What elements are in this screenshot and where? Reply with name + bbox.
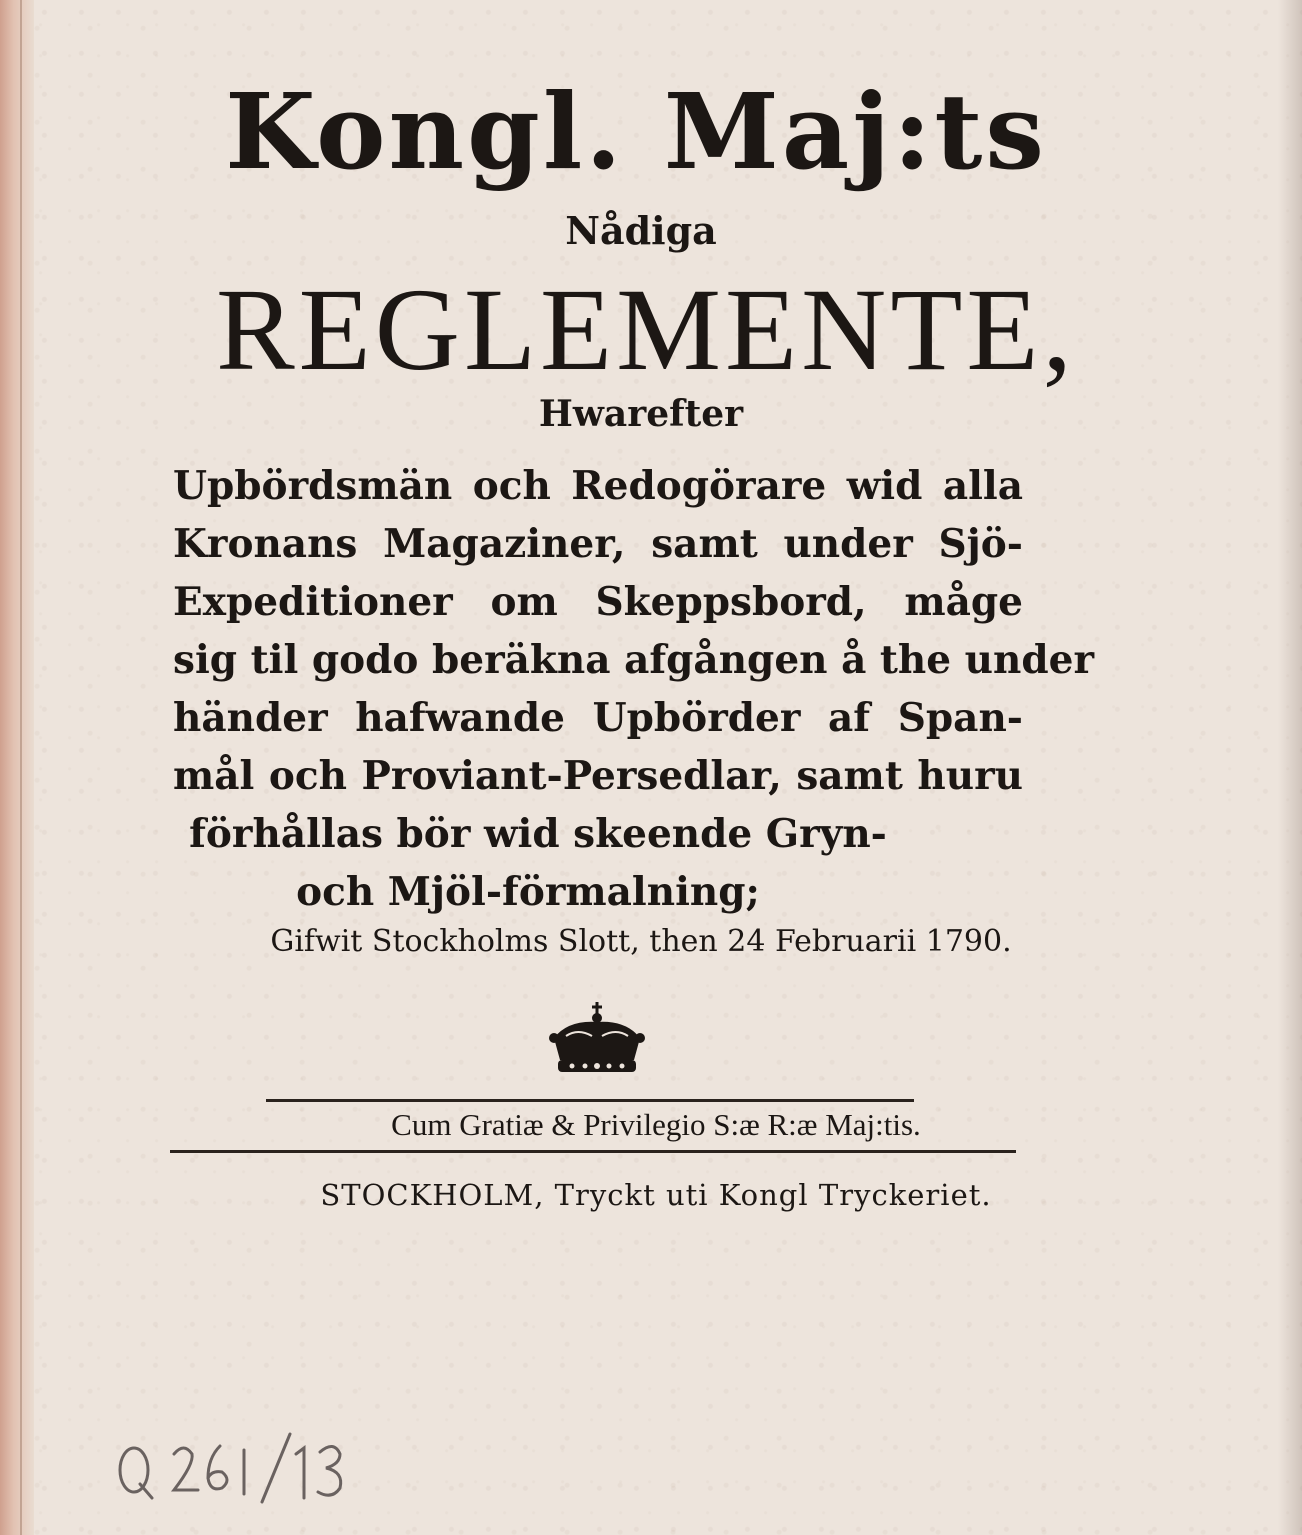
body-line-4: sig til godo beräkna afgången å the under — [173, 637, 1095, 683]
privilege-line: Cum Gratiæ & Privilegio S:æ R:æ Maj:tis. — [391, 1107, 921, 1142]
title-line-4: Hwarefter — [538, 393, 744, 435]
title-line-3: REGLEMENTE, — [215, 264, 1077, 395]
title-line-2: Nådiga — [565, 208, 717, 253]
body-line-6: mål och Proviant-Persedlar, samt huru — [173, 753, 1023, 799]
given-line: Gifwit Stockholms Slott, then 24 Februarii 1790. — [270, 924, 1012, 959]
body-line-7: förhållas bör wid skeende Gryn- — [189, 811, 887, 857]
rule-top — [266, 1099, 914, 1102]
body-line-1: Upbördsmän och Redogörare wid alla — [173, 463, 1023, 509]
crown-icon — [548, 1000, 646, 1078]
body-line-2: Kronans Magaziner, samt under Sjö- — [173, 521, 1023, 567]
handwritten-shelfmark — [112, 1428, 352, 1508]
body-line-3: Expeditioner om Skeppsbord, måge — [173, 579, 1023, 625]
printer-line: STOCKHOLM, Tryckt uti Kongl Tryckeriet. — [320, 1178, 992, 1212]
body-line-5: händer hafwande Upbörder af Span- — [173, 695, 1023, 741]
title-line-1: Kongl. Maj:ts — [225, 70, 1047, 193]
body-line-8: och Mjöl-förmalning; — [296, 869, 760, 915]
rule-bottom — [170, 1150, 1016, 1153]
